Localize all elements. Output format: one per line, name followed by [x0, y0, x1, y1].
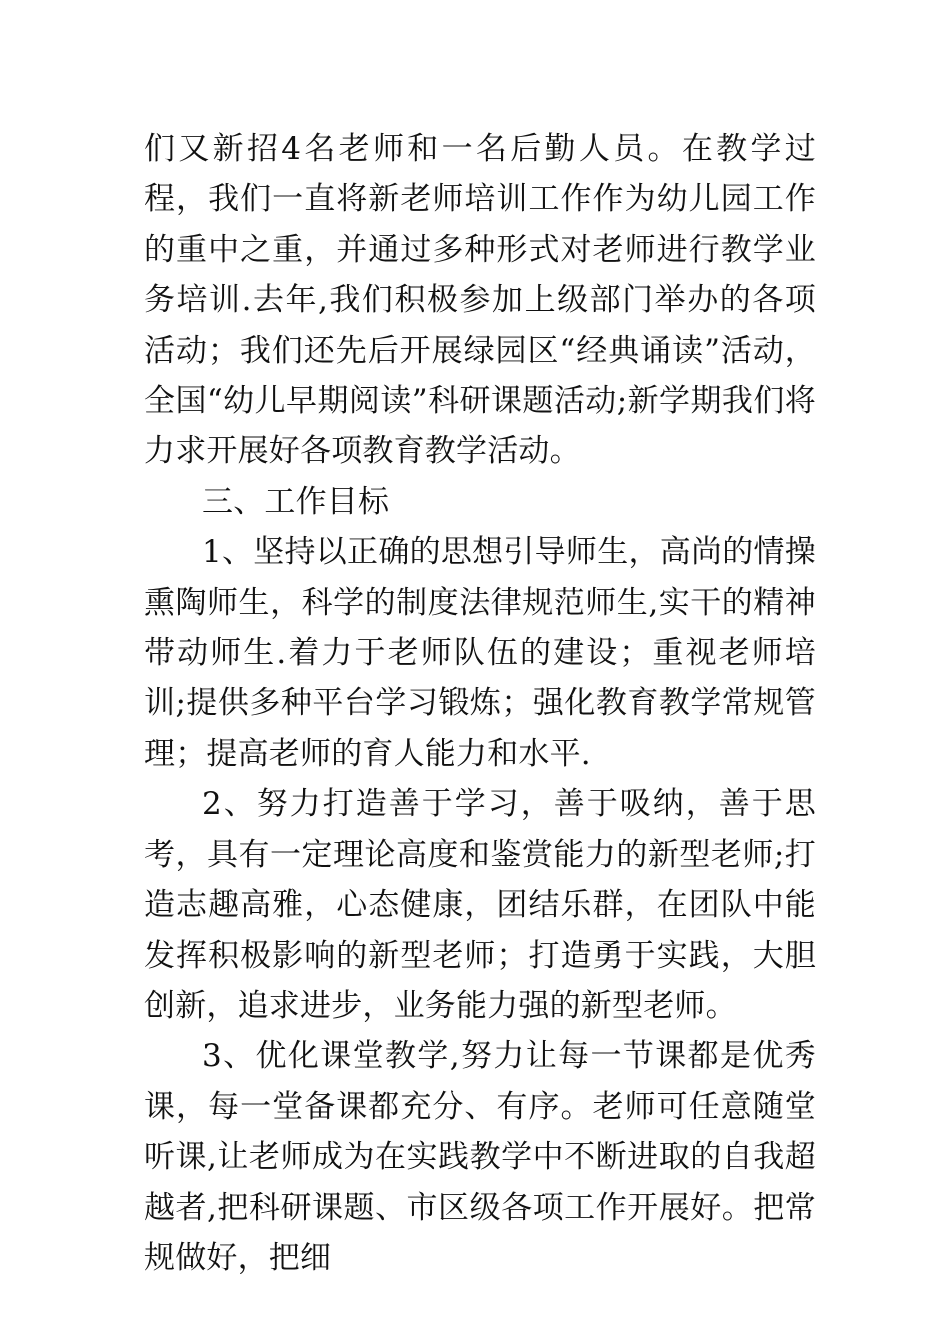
section-heading-work-goals: 三、工作目标 [202, 483, 390, 520]
document-body [144, 124, 816, 1283]
paragraph-goal-2: 2、努力打造善于学习，善于吸纳，善于思考，具有一定理论高度和鉴赏能力的新型老师;打造志趣高雅，心态健康，团结乐群，在团队中能发挥积极影响的新型老师；打造勇于实践，大胆创新，追求进步，业务能力强的新型老师。 [144, 786, 816, 1024]
paragraph-continuation: 们又新招4名老师和一名后勤人员。在教学过程，我们一直将新老师培训工作作为幼儿园工作的重中之重，并通过多种形式对老师进行教学业务培训.去年,我们积极参加上级部门举办的各项活动；我们还先后开展绿园区“经典诵读”活动，全国“幼儿早期阅读”科研课题活动;新学期我们将力求开展好各项教育教学活动。 [144, 131, 816, 470]
paragraph-goal-1: 1、坚持以正确的思想引导师生，高尚的情操熏陶师生，科学的制度法律规范师生,实干的精神带动师生.着力于老师队伍的建设；重视老师培训;提供多种平台学习锻炼；强化教育教学常规管理；提高老师的育人能力和水平. [144, 534, 816, 772]
paragraph-goal-3: 3、优化课堂教学,努力让每一节课都是优秀课，每一堂备课都充分、有序。老师可任意随堂听课,让老师成为在实践教学中不断进取的自我超越者,把科研课题、市区级各项工作开展好。把常规做好，把细 [144, 1038, 816, 1276]
